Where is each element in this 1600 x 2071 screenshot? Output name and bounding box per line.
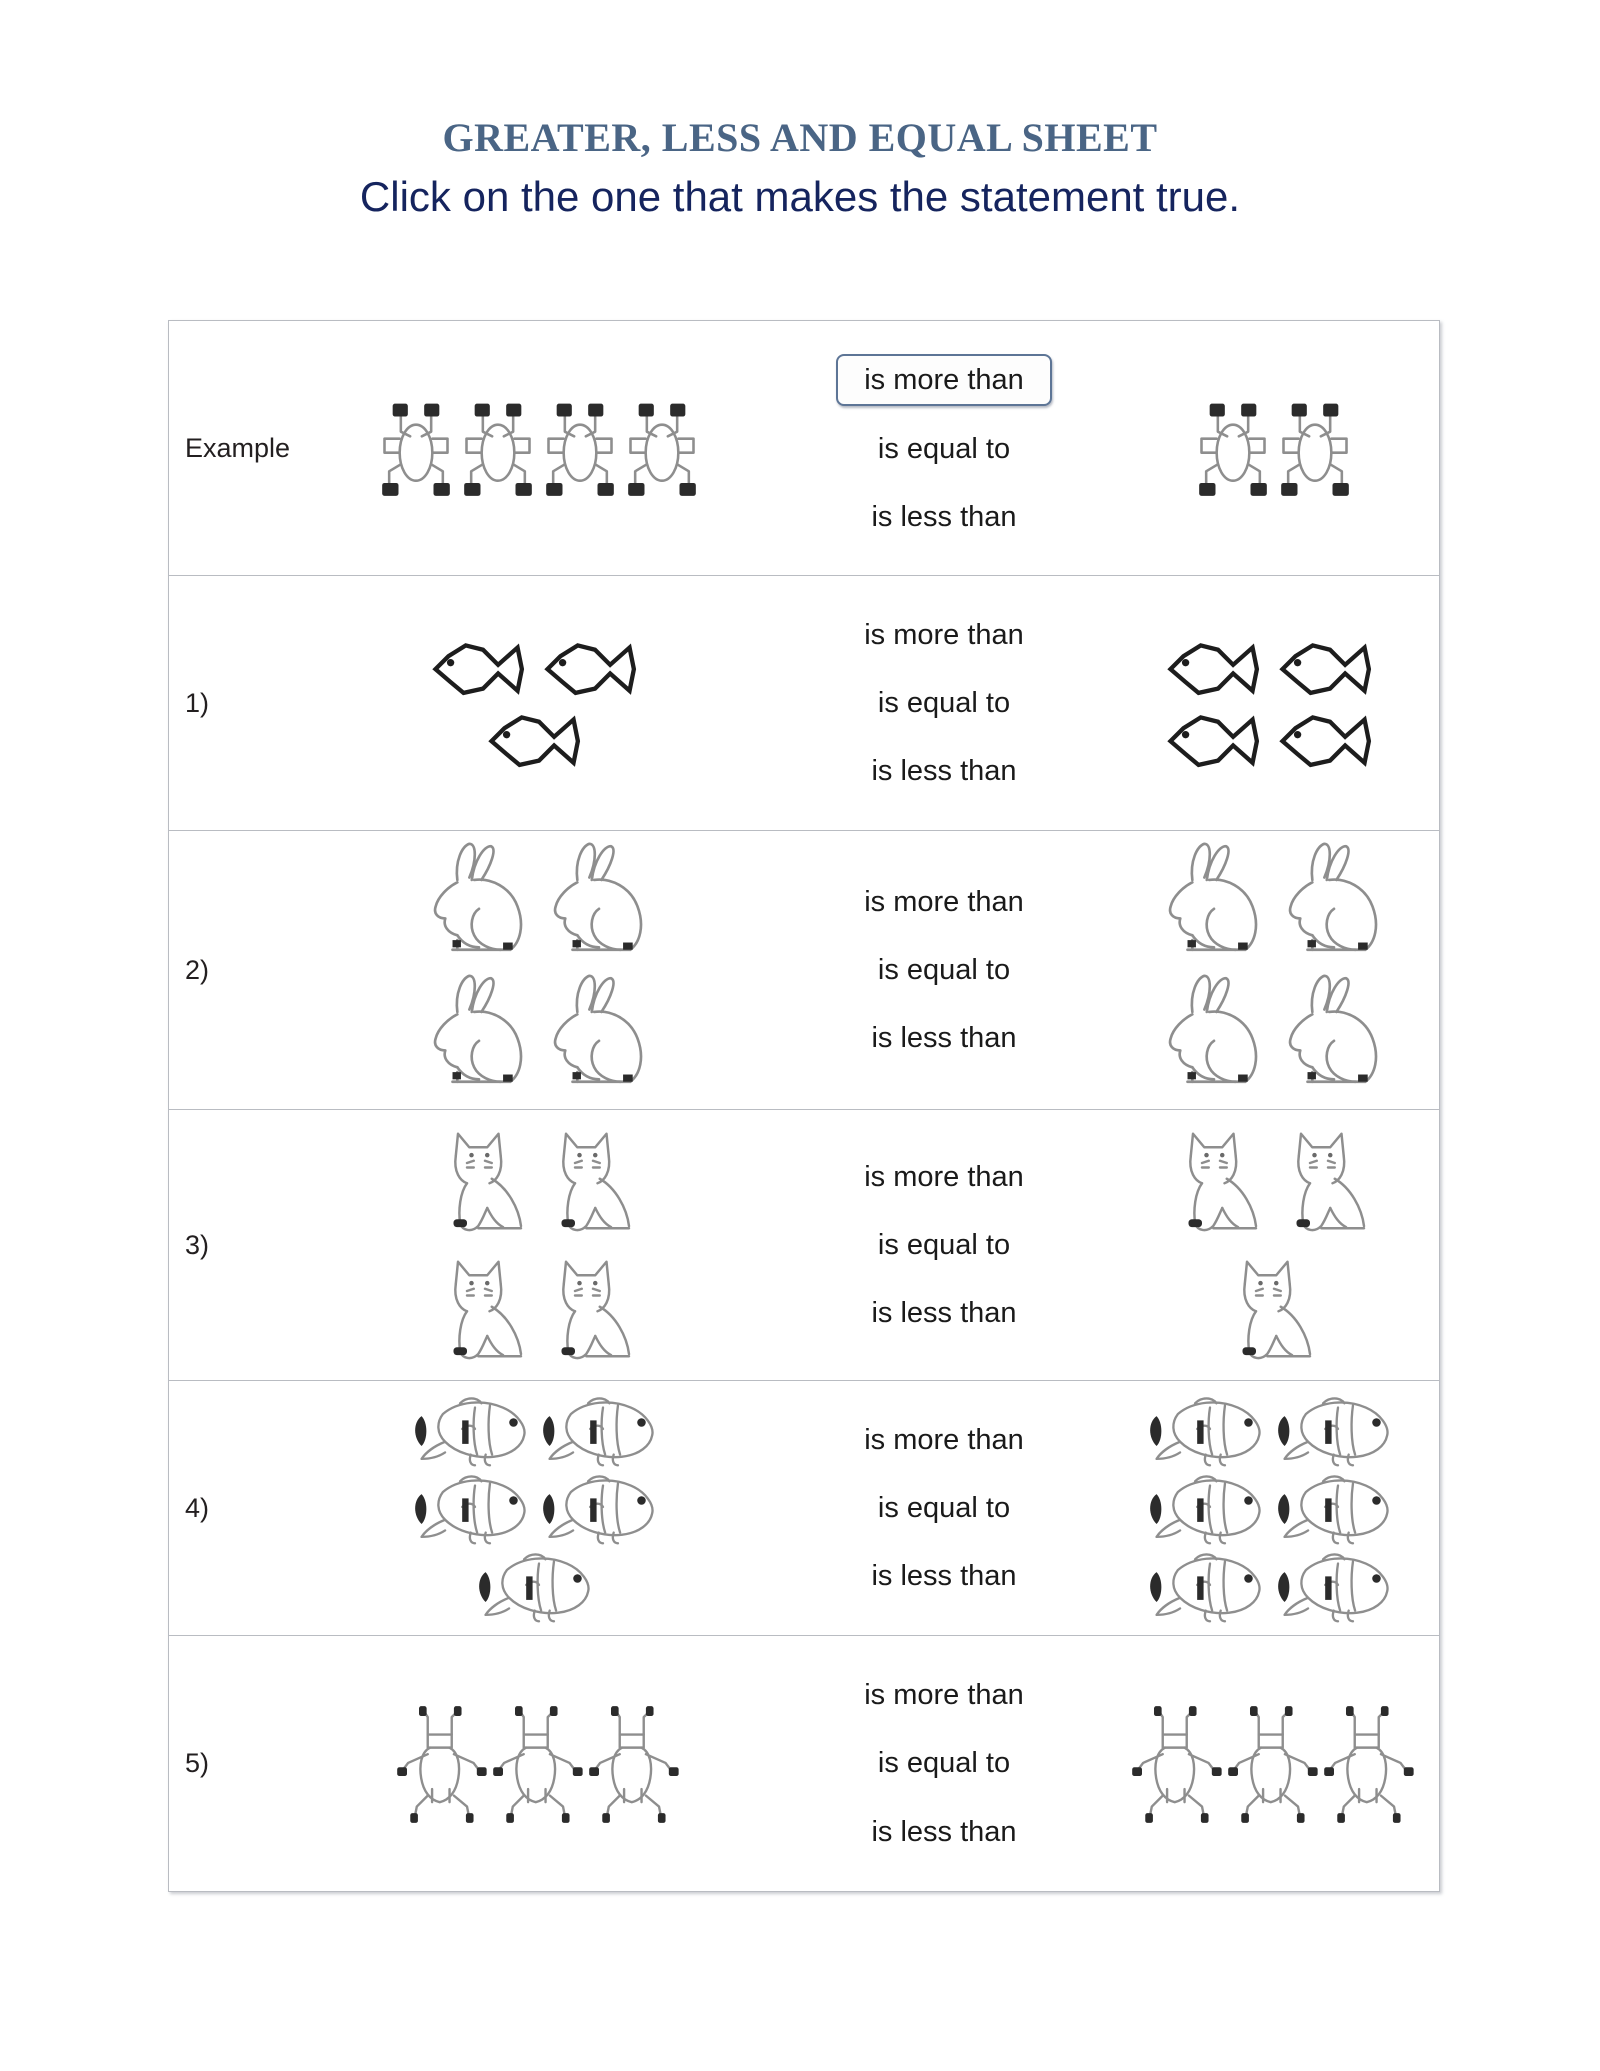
- cat-icon: [541, 1118, 645, 1244]
- rabbit-icon: [1156, 839, 1272, 969]
- row-label: 4): [185, 1492, 210, 1523]
- animal-group-left: [374, 632, 704, 774]
- clownfish-icon: [413, 1470, 537, 1546]
- beetle-icon: [493, 1704, 585, 1824]
- clownfish-icon: [541, 1392, 665, 1468]
- right-quantity-cell: [1109, 1381, 1439, 1635]
- option-less[interactable]: is less than: [871, 501, 1017, 534]
- clownfish-icon: [1276, 1548, 1400, 1624]
- table-row: [169, 1636, 1439, 1891]
- animal-group-left: [384, 839, 694, 1101]
- right-quantity-cell: [1109, 1636, 1439, 1891]
- beetle-icon: [397, 1704, 489, 1824]
- table-row: [169, 576, 1439, 831]
- clownfish-icon: [1148, 1392, 1272, 1468]
- cat-icon: [541, 1246, 645, 1372]
- table-row: [169, 321, 1439, 576]
- animal-group-right: [1119, 1118, 1429, 1372]
- right-quantity-cell: [1109, 576, 1439, 830]
- animal-group-right: [1164, 392, 1384, 504]
- rabbit-icon: [541, 839, 657, 969]
- option-less[interactable]: is less than: [871, 1815, 1017, 1848]
- left-quantity-cell: [299, 831, 779, 1109]
- comparison-options: [779, 321, 1109, 575]
- comparison-table: [168, 320, 1440, 1892]
- beetle-icon: [1324, 1704, 1416, 1824]
- option-equal[interactable]: is equal to: [877, 1747, 1011, 1780]
- rabbit-icon: [1276, 971, 1392, 1101]
- rabbit-icon: [1276, 839, 1392, 969]
- crab-icon: [1192, 392, 1274, 504]
- right-quantity-cell: [1109, 831, 1439, 1109]
- option-equal[interactable]: is equal to: [877, 953, 1011, 986]
- left-quantity-cell: [299, 1381, 779, 1635]
- clownfish-icon: [1148, 1548, 1272, 1624]
- animal-group-right: [1115, 1704, 1433, 1824]
- comparison-options: [779, 1110, 1109, 1380]
- fish-icon: [1164, 704, 1272, 774]
- cat-icon: [433, 1246, 537, 1372]
- comparison-options: [779, 831, 1109, 1109]
- fish-icon: [1164, 632, 1272, 702]
- cat-icon: [1222, 1246, 1326, 1372]
- row-label: 5): [185, 1748, 210, 1778]
- clownfish-icon: [413, 1392, 537, 1468]
- option-more[interactable]: is more than: [864, 1679, 1024, 1712]
- crab-icon: [539, 392, 621, 504]
- clownfish-icon: [541, 1470, 665, 1546]
- animal-group-left: [329, 392, 749, 504]
- row-label: 2): [185, 954, 210, 985]
- left-quantity-cell: [299, 321, 779, 575]
- animal-group-left: [384, 1118, 694, 1372]
- cat-icon: [1168, 1118, 1272, 1244]
- clownfish-icon: [1276, 1470, 1400, 1546]
- table-row: [169, 1110, 1439, 1381]
- option-more[interactable]: is more than: [864, 618, 1024, 651]
- beetle-icon: [589, 1704, 681, 1824]
- beetle-icon: [1228, 1704, 1320, 1824]
- cat-icon: [1276, 1118, 1380, 1244]
- fish-icon: [541, 632, 649, 702]
- right-quantity-cell: [1109, 321, 1439, 575]
- crab-icon: [1274, 392, 1356, 504]
- animal-group-left: [374, 1704, 704, 1824]
- animal-group-right: [1119, 839, 1429, 1101]
- comparison-options: [779, 1636, 1109, 1891]
- left-quantity-cell: [299, 576, 779, 830]
- table-row: [169, 1381, 1439, 1636]
- option-less[interactable]: is less than: [871, 1022, 1017, 1055]
- option-more[interactable]: is more than: [864, 1160, 1024, 1193]
- clownfish-icon: [477, 1548, 601, 1624]
- option-more[interactable]: is more than: [864, 885, 1024, 918]
- comparison-options: [779, 1381, 1109, 1635]
- page-instruction: Click on the one that makes the statement true.: [359, 173, 1241, 220]
- option-less[interactable]: is less than: [871, 755, 1017, 788]
- option-less[interactable]: is less than: [871, 1297, 1017, 1330]
- page-title: GREATER, LESS AND EQUAL SHEET: [442, 115, 1158, 160]
- right-quantity-cell: [1109, 1110, 1439, 1380]
- clownfish-icon: [1148, 1470, 1272, 1546]
- rabbit-icon: [541, 971, 657, 1101]
- crab-icon: [621, 392, 703, 504]
- row-label: 3): [185, 1229, 210, 1260]
- animal-group-left: [384, 1392, 694, 1624]
- clownfish-icon: [1276, 1392, 1400, 1468]
- option-equal[interactable]: is equal to: [877, 1491, 1011, 1524]
- row-label: 1): [185, 687, 210, 718]
- crab-icon: [457, 392, 539, 504]
- fish-icon: [429, 632, 537, 702]
- option-equal[interactable]: is equal to: [877, 1228, 1011, 1261]
- fish-icon: [1276, 632, 1384, 702]
- beetle-icon: [1132, 1704, 1224, 1824]
- option-equal[interactable]: is equal to: [877, 686, 1011, 719]
- rabbit-icon: [1156, 971, 1272, 1101]
- animal-group-right: [1119, 632, 1429, 774]
- rabbit-icon: [421, 839, 537, 969]
- option-more[interactable]: is more than: [836, 354, 1052, 406]
- fish-icon: [1276, 704, 1384, 774]
- cat-icon: [433, 1118, 537, 1244]
- option-equal[interactable]: is equal to: [877, 432, 1011, 465]
- option-less[interactable]: is less than: [871, 1560, 1017, 1593]
- table-row: [169, 831, 1439, 1110]
- animal-group-right: [1119, 1392, 1429, 1624]
- left-quantity-cell: [299, 1110, 779, 1380]
- fish-icon: [485, 704, 593, 774]
- crab-icon: [375, 392, 457, 504]
- rabbit-icon: [421, 971, 537, 1101]
- comparison-options: [779, 576, 1109, 830]
- option-more[interactable]: is more than: [864, 1423, 1024, 1456]
- left-quantity-cell: [299, 1636, 779, 1891]
- row-label: Example: [185, 432, 291, 463]
